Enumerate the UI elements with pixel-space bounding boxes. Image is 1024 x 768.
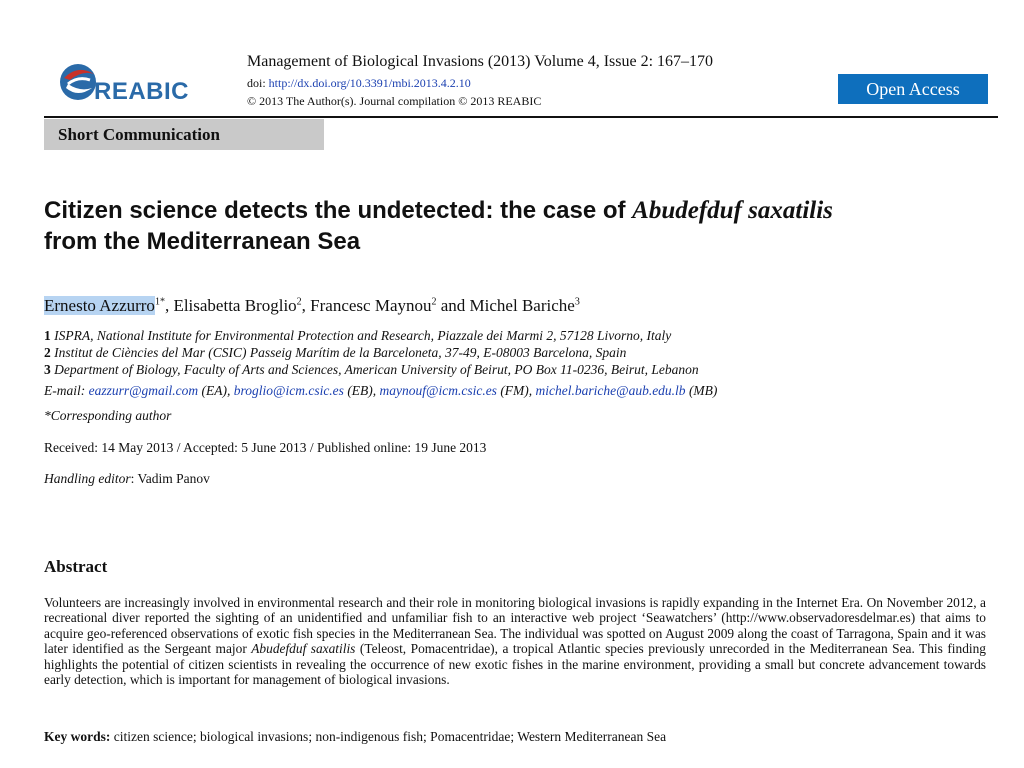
doi-label: doi: <box>247 76 266 90</box>
copyright-line: © 2013 The Author(s). Journal compilation © 2013 REABIC <box>247 94 542 108</box>
doi-line <box>247 76 471 91</box>
author-name: Francesc Maynou <box>310 296 432 315</box>
article-title <box>44 195 994 257</box>
author-and: and <box>436 296 470 315</box>
author-affil-number: 3 <box>574 296 580 308</box>
section-label: Short Communication <box>44 119 324 150</box>
editor-name: : Vadim Panov <box>130 471 210 486</box>
corresponding-text: Corresponding author <box>50 408 172 423</box>
header-rule <box>44 116 998 118</box>
author-name: Elisabetta Broglio <box>173 296 297 315</box>
author-separator: , <box>301 296 311 315</box>
email-link[interactable]: michel.bariche@aub.edu.lb <box>535 383 686 398</box>
abstract-species: Abudefduf saxatilis <box>251 641 356 657</box>
editor-label: Handling editor <box>44 471 131 486</box>
email-initials: (FM) <box>500 383 529 398</box>
corresponding-star: * <box>44 408 51 423</box>
email-line: E-mail: eazzurr@gmail.com (EA), broglio@icm.csic.es (EB), maynouf@icm.csic.es (FM), michel.bariche@aub.edu.lb (MB) <box>44 383 718 398</box>
affiliation-number: 2 <box>44 345 51 360</box>
email-link[interactable]: eazzurr@gmail.com <box>88 383 199 398</box>
title-part-2: from the Mediterranean Sea <box>44 228 361 255</box>
author-name[interactable]: Ernesto Azzurro <box>44 296 155 315</box>
abstract-text-a: Volunteers are increasingly involved in environmental research and their role in monitoring biological invasions is rapidly expanding in the Internet Era. On November 2012, a recreational diver reported the sighting of an unidentified and unfamiliar fish to an interactive web project ‘Seawatchers’ (http://www.observadoresdelmar.es) that aims to acquire geo-referenced observations of exotic fish species in the Mediterranean Sea. The individual was spotted on August 2009 along the coast of Tarragona, Spain and it was later identified as the Sergeant major <box>44 595 986 657</box>
affiliation-number: 1 <box>44 328 51 343</box>
affiliation-text: Department of Biology, Faculty of Arts and Sciences, American University of Beirut, PO Box 11-0236, Beirut, Lebanon <box>54 362 699 377</box>
abstract-text-b: (Teleost, Pomacentridae), a tropical Atlantic species previously unrecorded in the Mediterranean Sea. This finding highlights the potential of citizen scientists in revealing the occurrence of new exotic fishes in the marine environment, providing a small but concrete advancement towards early detection, which is important for management of biological invasions. <box>44 641 986 688</box>
received-dates: Received: 14 May 2013 / Accepted: 5 June 2013 / Published online: 19 June 2013 <box>44 440 487 455</box>
author-affil-number: 1 <box>154 296 160 308</box>
affiliation-text: ISPRA, National Institute for Environmental Protection and Research, Piazzale dei Marmi 2, 57128 Livorno, Italy <box>54 328 672 343</box>
corresponding-star: * <box>159 296 165 308</box>
author-separator: , <box>164 296 174 315</box>
email-initials: (EA) <box>201 383 228 398</box>
email-initials: (EB) <box>347 383 373 398</box>
email-link[interactable]: broglio@icm.csic.es <box>233 383 344 398</box>
keywords-text: citizen science; biological invasions; non-indigenous fish; Pomacentridae; Western Mediterranean Sea <box>110 729 667 744</box>
author-name: Michel Bariche <box>469 296 575 315</box>
email-link[interactable]: maynouf@icm.csic.es <box>379 383 497 398</box>
email-initials: (MB) <box>688 383 718 398</box>
handling-editor <box>44 471 210 487</box>
journal-citation: Management of Biological Invasions (2013) Volume 4, Issue 2: 167–170 <box>247 53 714 70</box>
keywords-label: Key words: <box>44 729 111 744</box>
abstract-text <box>44 595 986 687</box>
title-species: Abudefduf saxatilis <box>632 197 833 224</box>
author-affil-number: 2 <box>296 296 302 308</box>
corresponding-author-note <box>44 408 171 424</box>
email-label: E-mail: <box>44 383 86 398</box>
affiliations <box>44 327 699 378</box>
title-part-1: Citizen science detects the undetected: the case of <box>44 197 633 224</box>
open-access-badge: Open Access <box>838 74 988 104</box>
logo-text: REABIC <box>94 78 190 105</box>
author-list <box>44 296 580 316</box>
abstract-heading: Abstract <box>44 557 108 576</box>
author-affil-number: 2 <box>431 296 437 308</box>
keywords-line <box>44 729 666 745</box>
reabic-logo <box>56 58 201 108</box>
affiliation-text: Institut de Ciències del Mar (CSIC) Passeig Marítim de la Barceloneta, 37-49, E-08003 Barcelona, Spain <box>54 345 627 360</box>
affiliation-row <box>44 361 699 378</box>
affiliation-row <box>44 327 699 344</box>
doi-link[interactable]: http://dx.doi.org/10.3391/mbi.2013.4.2.10 <box>268 76 471 90</box>
affiliation-number: 3 <box>44 362 51 377</box>
affiliation-row <box>44 344 699 361</box>
